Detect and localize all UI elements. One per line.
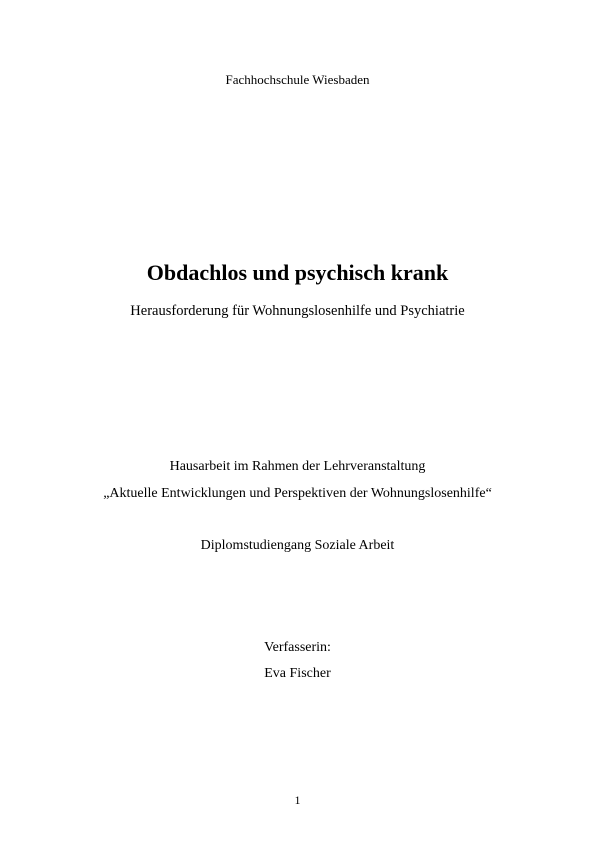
document-title: Obdachlos und psychisch krank [146, 260, 449, 285]
institution-name: Fachhochschule Wiesbaden [225, 72, 370, 87]
author-label: Verfasserin: [264, 640, 331, 655]
course-title: „Aktuelle Entwicklungen und Perspektiven der Wohnungslosenhilfe“ [103, 486, 492, 501]
context-line: Hausarbeit im Rahmen der Lehrveranstaltung [169, 459, 426, 474]
study-program: Diplomstudiengang Soziale Arbeit [200, 538, 395, 553]
author-name: Eva Fischer [264, 666, 331, 681]
document-subtitle: Herausforderung für Wohnungslosenhilfe und Psychiatrie [130, 303, 465, 319]
page-number: 1 [294, 793, 301, 807]
